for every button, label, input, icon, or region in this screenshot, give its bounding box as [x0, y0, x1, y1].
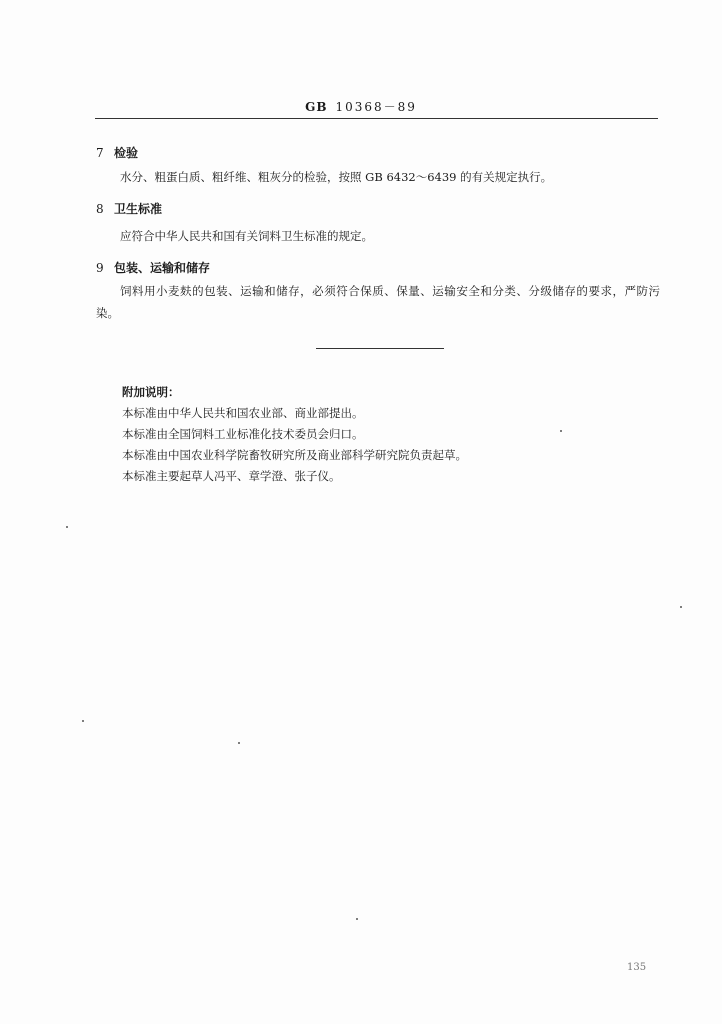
scan-speck [356, 918, 358, 920]
section-heading: 检验 [114, 146, 139, 160]
section-7-title [96, 144, 138, 161]
scan-speck [238, 742, 240, 744]
section-8-title [96, 200, 162, 217]
scan-speck [66, 526, 68, 528]
section-heading: 卫生标准 [114, 202, 163, 216]
scan-speck [82, 720, 84, 722]
standard-number: 10368－89 [335, 100, 417, 114]
section-8-body: 应符合中华人民共和国有关饲料卫生标准的规定。 [120, 229, 373, 243]
note-line: 本标准由中国农业科学院畜牧研究所及商业部科学研究院负责起草。 [122, 448, 467, 462]
section-number: 7 [96, 146, 104, 160]
scan-speck [680, 606, 682, 608]
section-number: 8 [96, 202, 104, 216]
section-heading: 包装、运输和储存 [114, 261, 211, 275]
section-9-title [96, 259, 210, 276]
section-9-body: 饲料用小麦麸的包装、运输和储存，必须符合保质、保量、运输安全和分类、分级储存的要求，严防污染。 [96, 284, 660, 320]
standard-code-header [0, 98, 722, 115]
section-7-body: 水分、粗蛋白质、粗纤维、粗灰分的检验，按照 GB 6432～6439 的有关规定执行。 [120, 170, 553, 184]
note-line: 本标准由中华人民共和国农业部、商业部提出。 [122, 406, 364, 420]
notes-title: 附加说明： [122, 385, 180, 399]
additional-notes [122, 382, 467, 487]
section-number: 9 [96, 261, 104, 275]
note-line: 本标准由全国饲料工业标准化技术委员会归口。 [122, 427, 364, 441]
note-line: 本标准主要起草人冯平、章学澄、张子仪。 [122, 469, 341, 483]
scan-speck [560, 430, 562, 432]
page-number: 135 [627, 962, 647, 973]
standard-prefix: GB [305, 100, 328, 114]
end-divider [316, 348, 444, 349]
header-rule [95, 118, 658, 119]
